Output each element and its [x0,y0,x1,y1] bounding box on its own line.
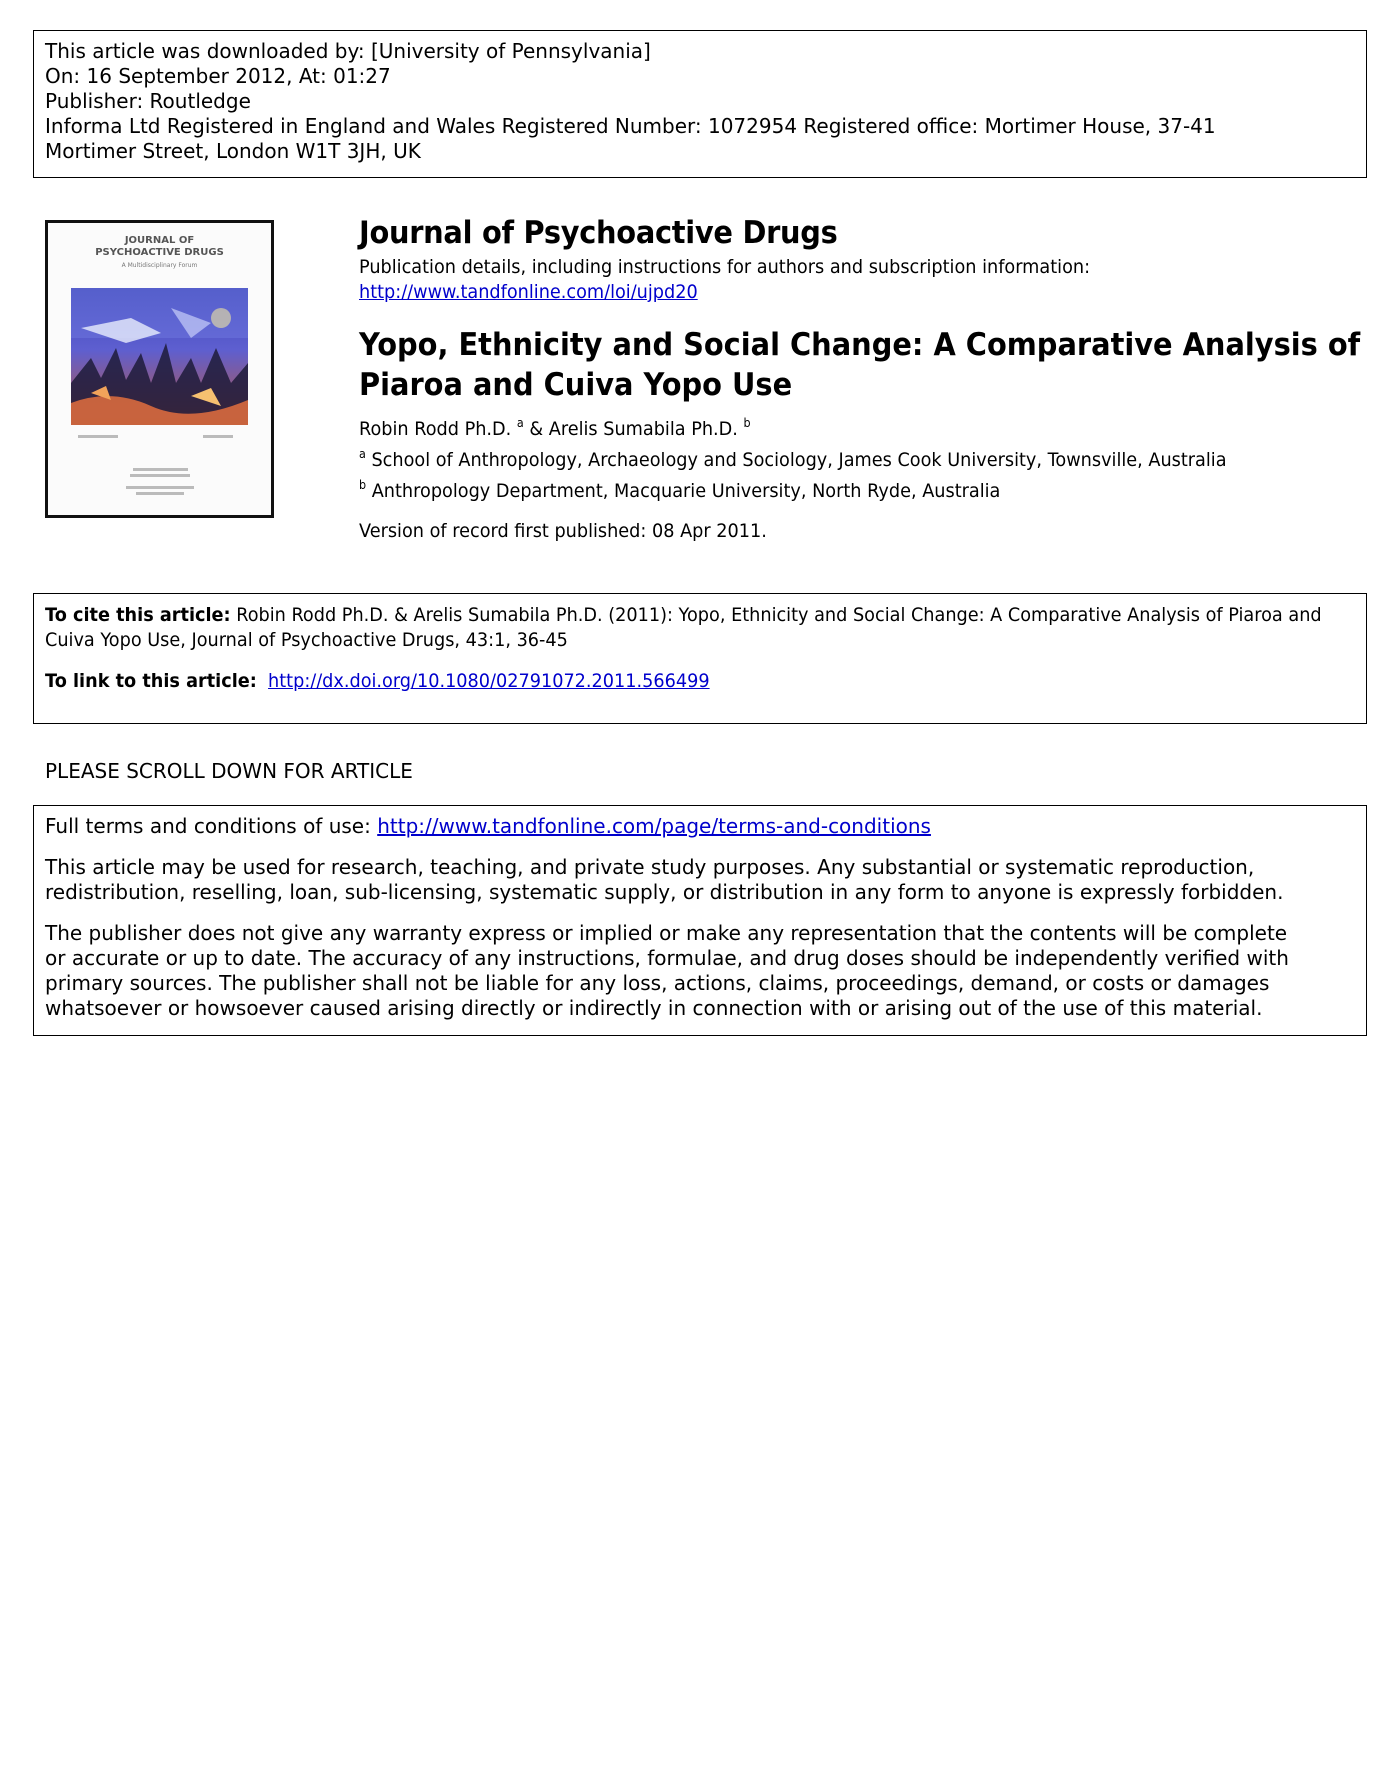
terms-box [33,805,1367,1036]
cover-title [48,235,271,259]
scroll-notice: PLEASE SCROLL DOWN FOR ARTICLE [45,759,413,783]
disclaimer-line-1: The publisher does not give any warranty express or implied or make any representation that the contents will be complete [45,921,1288,945]
cover-publisher-text-2 [136,492,184,495]
cite-text: Robin Rodd Ph.D. & Arelis Sumabila Ph.D. (2011): Yopo, Ethnicity and Social Change: A Comparative Analysis of Piaroa and Cuiva Yopo Use, Journal of Psychoactive Drugs, 43:1, 36-45 [45,604,1322,651]
cover-small-text-right [203,435,233,438]
cover-title-line1: JOURNAL OF [124,235,195,246]
publication-details-text: Publication details, including instructions for authors and subscription information: [359,256,1091,278]
cite-text-block [45,603,1356,653]
disclaimer-paragraph [45,921,1355,1021]
article-title [359,325,1361,405]
registration-address-line: Mortimer Street, London W1T 3JH, UK [45,139,421,163]
usage-line-2: redistribution, reselling, loan, sub-licensing, systematic supply, or distribution in any form to anyone is expressly forbidden. [45,880,1284,904]
disclaimer-line-3: primary sources. The publisher shall not be liable for any loss, actions, claims, proceedings, demand, or costs or damages [45,971,1270,995]
article-title-line1: Yopo, Ethnicity and Social Change: A Comparative Analysis of [359,327,1361,363]
terms-line [45,814,1355,839]
publisher-line: Publisher: Routledge [45,89,251,113]
cover-publisher-text-1 [126,486,194,489]
article-link-label: To link to this article: [45,670,257,692]
cover-artwork [71,288,248,425]
publication-details [359,255,1289,305]
downloaded-by-line: This article was downloaded by: [University of Pennsylvania] [45,39,651,63]
registration-line: Informa Ltd Registered in England and Wales Registered Number: 1072954 Registered office: Mortimer House, 37-41 [45,114,1216,138]
terms-label: Full terms and conditions of use: [45,814,371,838]
affiliation-b-text: Anthropology Department, Macquarie University, North Ryde, Australia [371,480,1001,502]
terms-link[interactable]: http://www.tandfonline.com/page/terms-and-conditions [377,814,931,838]
article-link-line [45,669,1356,694]
cover-subtitle: A Multidisciplinary Forum [121,262,198,269]
affiliation-a-mark: a [359,447,366,461]
author-2-affiliation-mark: b [743,416,751,430]
download-date-line: On: 16 September 2012, At: 01:27 [45,64,391,88]
version-of-record: Version of record first published: 08 Apr 2011. [359,520,767,542]
disclaimer-line-2: or accurate or up to date. The accuracy of any instructions, formulae, and drug doses should be independently verified with [45,946,1289,970]
journal-cover-image [45,220,274,518]
download-info-box [33,30,1367,178]
affiliation-a [359,445,1289,476]
usage-paragraph [45,855,1355,905]
usage-line-1: This article may be used for research, teaching, and private study purposes. Any substantial or systematic reproduction, [45,855,1255,879]
disclaimer-line-4: whatsoever or howsoever caused arising directly or indirectly in connection with or arising out of the use of this material. [45,996,1263,1020]
cover-title-line2: PSYCHOACTIVE DRUGS [95,247,224,258]
doi-link[interactable]: http://dx.doi.org/10.1080/02791072.2011.566499 [268,670,710,692]
journal-url-link[interactable]: http://www.tandfonline.com/loi/ujpd20 [359,281,698,303]
affiliation-a-text: School of Anthropology, Archaeology and Sociology, James Cook University, Townsville, Australia [371,449,1227,471]
journal-title: Journal of Psychoactive Drugs [359,215,838,251]
cover-small-text-left [78,435,118,438]
affiliation-b-mark: b [359,478,367,492]
author-2: Arelis Sumabila Ph.D. [548,418,738,440]
cite-label: To cite this article: [45,604,231,626]
author-1-affiliation-mark: a [516,416,524,430]
citation-box [33,593,1367,724]
cover-editor-text-2 [130,474,190,477]
authors [359,417,1289,441]
author-separator: & [523,418,549,440]
affiliation-b [359,476,1289,507]
cover-editor-text-1 [133,468,188,471]
article-header [359,214,1359,543]
article-title-line2: Piaroa and Cuiva Yopo Use [359,367,793,403]
author-1: Robin Rodd Ph.D. [359,418,512,440]
